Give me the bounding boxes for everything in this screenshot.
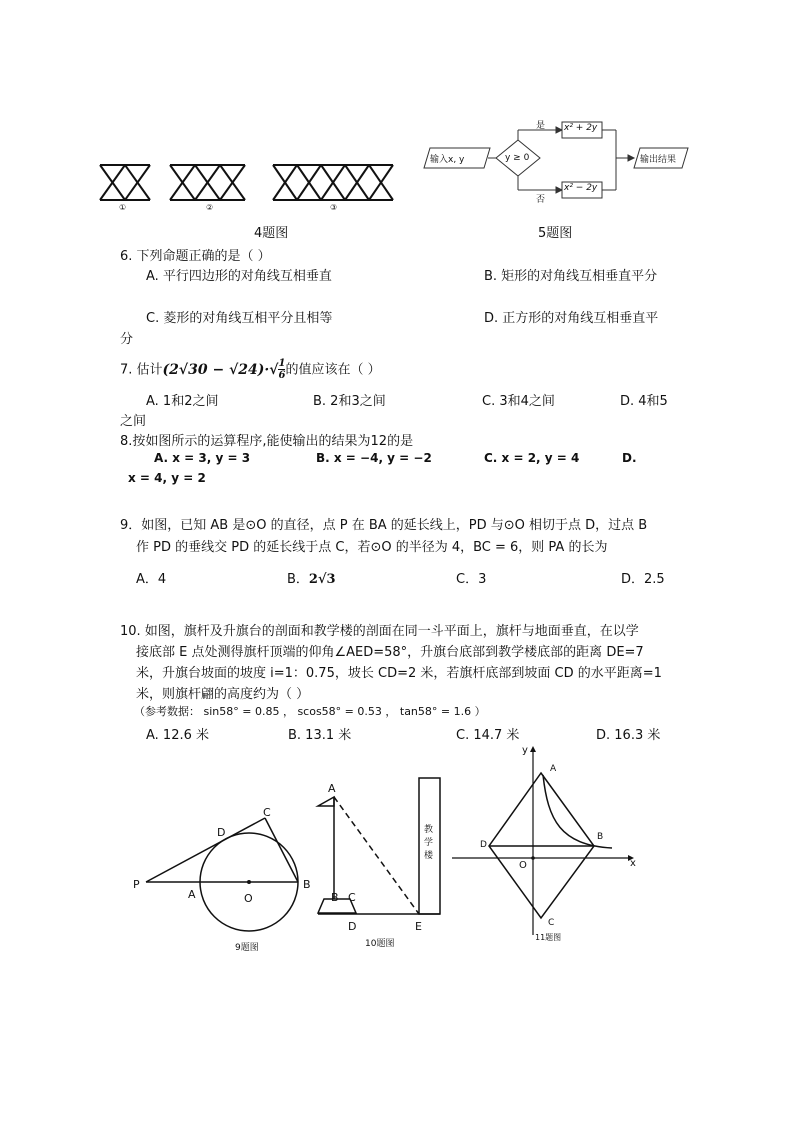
q10-line3: 米，升旗台坡面的坡度 i=1：0.75，坡长 CD=2 米，若旗杆底部到坡面 CD 的水平距离=1 xyxy=(136,666,662,681)
q8-option-d: D. xyxy=(622,451,637,465)
q7-option-c: C. 3和4之间 xyxy=(482,394,555,409)
q10-option-b: B. 13.1 米 xyxy=(288,728,352,743)
fig10-caption: 10题图 xyxy=(365,939,395,949)
fig5-output-label: 输出结果 xyxy=(640,155,677,165)
fig9-caption: 9题图 xyxy=(235,943,259,953)
fig5-no-label: 否 xyxy=(536,195,546,205)
q10-line2: 接底部 E 点处测得旗杆顶端的仰角∠AED=58°，升旗台底部到教学楼底部的距离 DE=7 xyxy=(136,645,644,660)
fig9-label-d: D xyxy=(217,826,226,839)
q8-option-b: B. x = −4, y = −2 xyxy=(316,451,432,465)
fig10-label-c: C xyxy=(348,891,356,904)
q8-stem: 8.按如图所示的运算程序,能使输出的结果为12的是 xyxy=(120,434,414,449)
q9-option-b-value: 2√3 xyxy=(308,572,336,587)
q10-option-d: D. 16.3 米 xyxy=(596,728,661,743)
q9-option-d: D．2.5 xyxy=(621,572,665,587)
q9-option-a: A．4 xyxy=(136,572,167,587)
fig5-input-label: 输入x, y xyxy=(430,155,465,165)
q7-prefix: 7. 估计 xyxy=(120,362,163,378)
q10-line1: 10. 如图，旗杆及升旗台的剖面和教学楼的剖面在同一斗平面上，旗杆与地面垂直，在以学 xyxy=(120,624,639,639)
fig11-label-a: A xyxy=(550,764,557,774)
fig9-label-b: B xyxy=(303,878,311,891)
q7-option-d-cont: 之间 xyxy=(120,414,147,429)
fig5-yes-label: 是 xyxy=(536,121,546,131)
q8-option-a: A. x = 3, y = 3 xyxy=(154,451,251,465)
q7-option-a: A. 1和2之间 xyxy=(146,394,219,409)
q6-stem: 6. 下列命题正确的是（ ） xyxy=(120,249,271,264)
q6-option-c: C. 菱形的对角线互相平分且相等 xyxy=(146,311,333,326)
fig11-caption: 11题图 xyxy=(535,933,562,942)
q8-option-c: C. x = 2, y = 4 xyxy=(484,451,580,465)
fig4-sublabel-3: ③ xyxy=(330,203,338,212)
fig9-label-a: A xyxy=(188,888,196,901)
fig11-label-x: x xyxy=(630,858,636,869)
q10-option-a: A. 12.6 米 xyxy=(146,728,210,743)
fig10-label-b: B xyxy=(331,891,339,904)
q6-option-d: D. 正方形的对角线互相垂直平 xyxy=(484,311,659,326)
q9-option-c: C．3 xyxy=(456,572,487,587)
fig10-building-label: 教学楼 xyxy=(424,825,434,861)
fig10-label-e: E xyxy=(415,920,422,933)
q9-line1: 9．如图，已知 AB 是⊙O 的直径，点 P 在 BA 的延长线上，PD 与⊙O 相切于点 D，过点 B xyxy=(120,518,648,533)
fig9-label-c: C xyxy=(263,806,271,819)
q6-option-d-cont: 分 xyxy=(120,332,134,347)
q10-line4: 米，则旗杆翩的高度约为（ ） xyxy=(136,687,310,702)
fig5-condition-label: y ≥ 0 xyxy=(505,153,530,163)
fig11-label-c: C xyxy=(548,918,555,928)
q10-option-c: C. 14.7 米 xyxy=(456,728,520,743)
fig11-label-y: y xyxy=(522,745,528,756)
q9-option-b-label: B． xyxy=(287,572,309,587)
fig9-label-p: P xyxy=(133,878,140,891)
q9-line2: 作 PD 的垂线交 PD 的延长线于点 C，若⊙O 的半径为 4，BC = 6，则 PA 的长为 xyxy=(136,540,608,555)
q7-option-d: D. 4和5 xyxy=(620,394,668,409)
q6-option-b: B. 矩形的对角线互相垂直平分 xyxy=(484,269,658,284)
q7-expression: (2√30 − √24)·√ $\frac{1}{6}$ xyxy=(162,358,286,381)
fig11-label-o: O xyxy=(519,860,527,871)
q10-reference: （参考数据： sin58° = 0.85 ， scos58° = 0.53 ， tan58° = 1.6 ） xyxy=(134,705,486,718)
q7-suffix: 的值应该在（ ） xyxy=(285,362,381,378)
fig5-expr-no: x² − 2y xyxy=(564,183,598,193)
fig11-label-d: D xyxy=(480,840,487,850)
fig10-label-d: D xyxy=(348,920,357,933)
fig10-label-a: A xyxy=(328,782,336,795)
fig4-sublabel-2: ② xyxy=(206,203,214,212)
fig9-label-o: O xyxy=(244,892,253,905)
q6-option-a: A. 平行四边形的对角线互相垂直 xyxy=(146,269,332,284)
fig11-label-b: B xyxy=(597,832,604,842)
fig4-caption: 4题图 xyxy=(254,226,289,241)
q7-option-b: B. 2和3之间 xyxy=(313,394,386,409)
q8-option-d-cont: x = 4, y = 2 xyxy=(128,471,206,485)
fig5-expr-yes: x² + 2y xyxy=(564,123,598,133)
fig5-caption: 5题图 xyxy=(538,226,573,241)
fig4-sublabel-1: ① xyxy=(119,203,127,212)
